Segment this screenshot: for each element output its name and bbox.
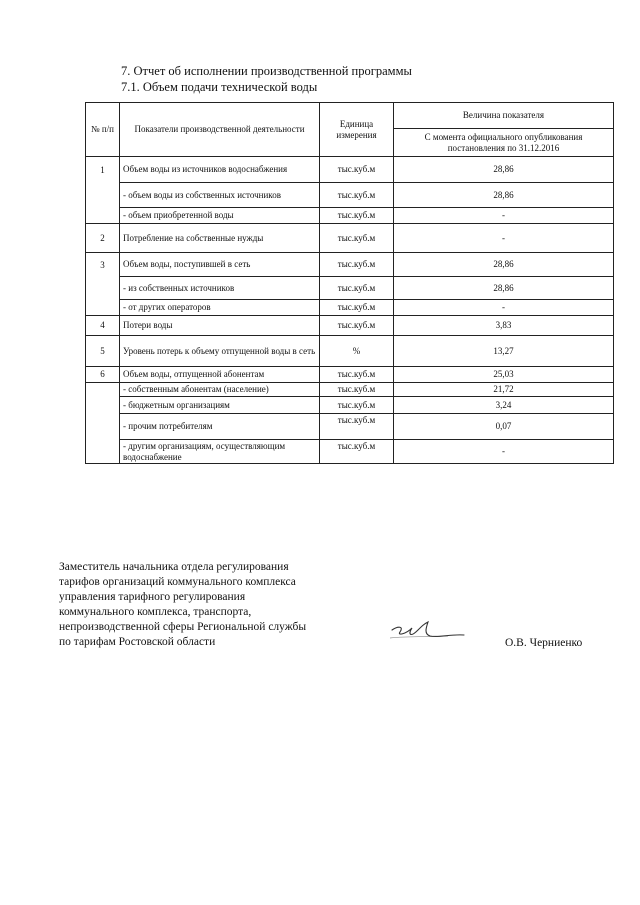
row-indicator: - бюджетным организациям: [120, 397, 320, 414]
table-row: [86, 397, 614, 414]
row-number: [86, 300, 120, 316]
row-indicator: Объем воды, поступившей в сеть: [120, 253, 320, 277]
table-row: [86, 253, 614, 277]
header-indicator: Показатели производственной деятельности: [120, 103, 320, 157]
row-unit: тыс.куб.м: [320, 383, 394, 397]
table-row: [86, 336, 614, 367]
row-number: 5: [86, 336, 120, 367]
row-value: -: [394, 440, 614, 464]
row-indicator: - другим организациям, осуществляющим водоснабжение: [120, 440, 320, 464]
row-number: [86, 397, 120, 414]
row-number: 1: [86, 157, 120, 183]
signatory-position: [59, 560, 306, 650]
row-number: 3: [86, 253, 120, 277]
signatory-line: Заместитель начальника отдела регулирования: [59, 561, 289, 573]
row-unit: тыс.куб.м: [320, 367, 394, 383]
row-value: 0,07: [394, 414, 614, 440]
row-number: [86, 383, 120, 397]
row-unit: тыс.куб.м: [320, 183, 394, 208]
signatory-name: О.В. Черниенко: [505, 637, 583, 649]
row-value: 28,86: [394, 253, 614, 277]
row-unit: тыс.куб.м: [320, 316, 394, 336]
signatory-line: непроизводственной сферы Региональной службы: [59, 621, 307, 633]
row-unit: тыс.куб.м: [320, 440, 394, 464]
row-value: -: [394, 300, 614, 316]
row-value: 13,27: [394, 336, 614, 367]
row-number: [86, 277, 120, 300]
row-number: 6: [86, 367, 120, 383]
table-row: [86, 224, 614, 253]
row-unit: тыс.куб.м: [320, 157, 394, 183]
row-number: [86, 440, 120, 464]
row-number: [86, 183, 120, 208]
row-indicator: Уровень потерь к объему отпущенной воды в сеть: [120, 336, 320, 367]
row-number: 2: [86, 224, 120, 253]
signatory-line: тарифов организаций коммунального комплекса: [59, 576, 296, 588]
table-row: [86, 383, 614, 397]
row-number: [86, 208, 120, 224]
row-unit: тыс.куб.м: [320, 208, 394, 224]
section-heading: 7. Отчет об исполнении производственной программы: [121, 64, 412, 78]
row-value: 28,86: [394, 183, 614, 208]
row-number: [86, 414, 120, 440]
row-indicator: Потери воды: [120, 316, 320, 336]
row-value: -: [394, 208, 614, 224]
row-indicator: - собственным абонентам (население): [120, 383, 320, 397]
row-indicator: - прочим потребителям: [120, 414, 320, 440]
row-indicator: Объем воды, отпущенной абонентам: [120, 367, 320, 383]
row-unit: тыс.куб.м: [320, 300, 394, 316]
table-row: [86, 300, 614, 316]
row-value: 25,03: [394, 367, 614, 383]
row-value: 28,86: [394, 157, 614, 183]
row-value: 3,83: [394, 316, 614, 336]
row-indicator: Объем воды из источников водоснабжения: [120, 157, 320, 183]
row-value: 3,24: [394, 397, 614, 414]
table-row: [86, 316, 614, 336]
table-row: [86, 414, 614, 440]
row-value: -: [394, 224, 614, 253]
header-unit: Единица измерения: [320, 103, 394, 157]
header-period: С момента официального опубликования постановления по 31.12.2016: [394, 129, 614, 157]
row-unit: тыс.куб.м: [320, 414, 394, 440]
row-unit: тыс.куб.м: [320, 253, 394, 277]
row-unit: тыс.куб.м: [320, 277, 394, 300]
table-row: [86, 183, 614, 208]
header-number: № п/п: [86, 103, 120, 157]
table-row: [86, 440, 614, 464]
signatory-line: по тарифам Ростовской области: [59, 636, 216, 648]
table-row: [86, 277, 614, 300]
row-value: 28,86: [394, 277, 614, 300]
signatory-line: управления тарифного регулирования: [59, 591, 246, 603]
table-row: [86, 208, 614, 224]
row-indicator: - объем воды из собственных источников: [120, 183, 320, 208]
handwritten-signature: [388, 616, 468, 644]
row-indicator: Потребление на собственные нужды: [120, 224, 320, 253]
row-number: 4: [86, 316, 120, 336]
row-unit: %: [320, 336, 394, 367]
subsection-heading: 7.1. Объем подачи технической воды: [121, 80, 318, 94]
signatory-line: коммунального комплекса, транспорта,: [59, 606, 252, 618]
row-indicator: - объем приобретенной воды: [120, 208, 320, 224]
table-row: [86, 367, 614, 383]
header-value: Величина показателя: [394, 103, 614, 129]
row-value: 21,72: [394, 383, 614, 397]
row-indicator: - от других операторов: [120, 300, 320, 316]
row-indicator: - из собственных источников: [120, 277, 320, 300]
row-unit: тыс.куб.м: [320, 224, 394, 253]
row-unit: тыс.куб.м: [320, 397, 394, 414]
water-supply-table: [85, 102, 614, 464]
table-row: [86, 157, 614, 183]
